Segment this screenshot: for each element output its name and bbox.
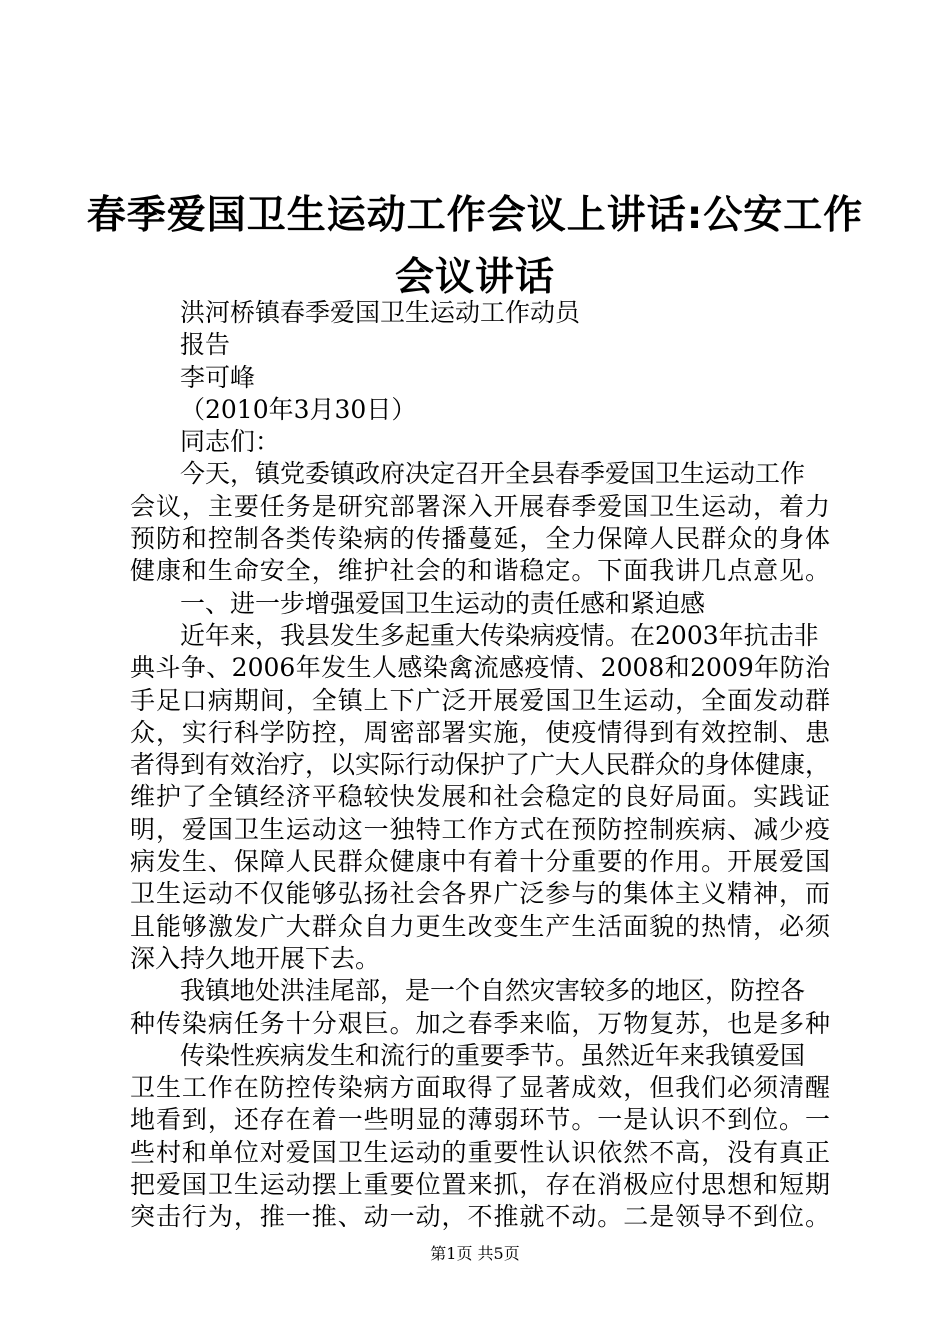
text-line: 突击行为，推一推、动一动，不推就不动。二是领导不到位。 [130, 1202, 830, 1232]
text-line: 把爱国卫生运动摆上重要位置来抓，存在消极应付思想和短期 [130, 1170, 830, 1200]
text-line: 明，爱国卫生运动这一独特工作方式在预防控制疾病、减少疫 [130, 814, 830, 844]
document-title-line2: 会议讲话 [394, 255, 555, 300]
text-line: 卫生工作在防控传染病方面取得了显著成效，但我们必须清醒 [130, 1073, 830, 1103]
page-footer: 第1页 共5页 [430, 1244, 520, 1263]
text-line: 卫生运动不仅能够弘扬社会各界广泛参与的集体主义精神，而 [130, 879, 830, 909]
text-line: 病发生、保障人民群众健康中有着十分重要的作用。开展爱国 [130, 847, 830, 877]
text-line: 会议，主要任务是研究部署深入开展春季爱国卫生运动，着力 [130, 491, 830, 521]
text-line: 维护了全镇经济平稳较快发展和社会稳定的良好局面。实践证 [130, 782, 830, 812]
document-body [130, 297, 830, 1234]
text-line: 同志们： [180, 427, 281, 457]
document-title-line1: 春季爱国卫生运动工作会议上讲话:公安工作 [86, 193, 864, 238]
text-line: （2010年3月30日） [180, 394, 417, 424]
text-line: 典斗争、2006年发生人感染禽流感疫情、2008和2009年防治 [130, 653, 830, 683]
text-line: 报告 [180, 330, 231, 360]
text-line: 众，实行科学防控，周密部署实施，使疫情得到有效控制、患 [130, 717, 830, 747]
text-line: 洪河桥镇春季爱国卫生运动工作动员 [180, 298, 581, 327]
text-line: 健康和生命安全，维护社会的和谐稳定。下面我讲几点意见。 [130, 556, 830, 586]
text-line: 者得到有效治疗，以实际行动保护了广大人民群众的身体健康， [130, 750, 831, 780]
text-line: 一、进一步增强爱国卫生运动的责任感和紧迫感 [180, 588, 706, 618]
text-line: 且能够激发广大群众自力更生改变生产生活面貌的热情，必须 [130, 911, 830, 941]
text-line: 预防和控制各类传染病的传播蔓延，全力保障人民群众的身体 [130, 524, 830, 554]
text-line: 些村和单位对爱国卫生运动的重要性认识依然不高，没有真正 [130, 1137, 830, 1167]
text-line: 种传染病任务十分艰巨。加之春季来临，万物复苏，也是多种 [130, 1008, 830, 1038]
text-line: 手足口病期间，全镇上下广泛开展爱国卫生运动，全面发动群 [130, 685, 830, 715]
text-line: 近年来，我县发生多起重大传染病疫情。在2003年抗击非 [180, 620, 819, 650]
text-line: 深入持久地开展下去。 [130, 943, 381, 973]
text-line: 李可峰 [180, 362, 256, 392]
text-line: 传染性疾病发生和流行的重要季节。虽然近年来我镇爱国 [180, 1040, 806, 1070]
text-line: 今天，镇党委镇政府决定召开全县春季爱国卫生运动工作 [180, 459, 806, 489]
text-line: 我镇地处洪洼尾部，是一个自然灾害较多的地区，防控各 [180, 976, 806, 1006]
text-line: 地看到，还存在着一些明显的薄弱环节。一是认识不到位。一 [130, 1105, 830, 1135]
